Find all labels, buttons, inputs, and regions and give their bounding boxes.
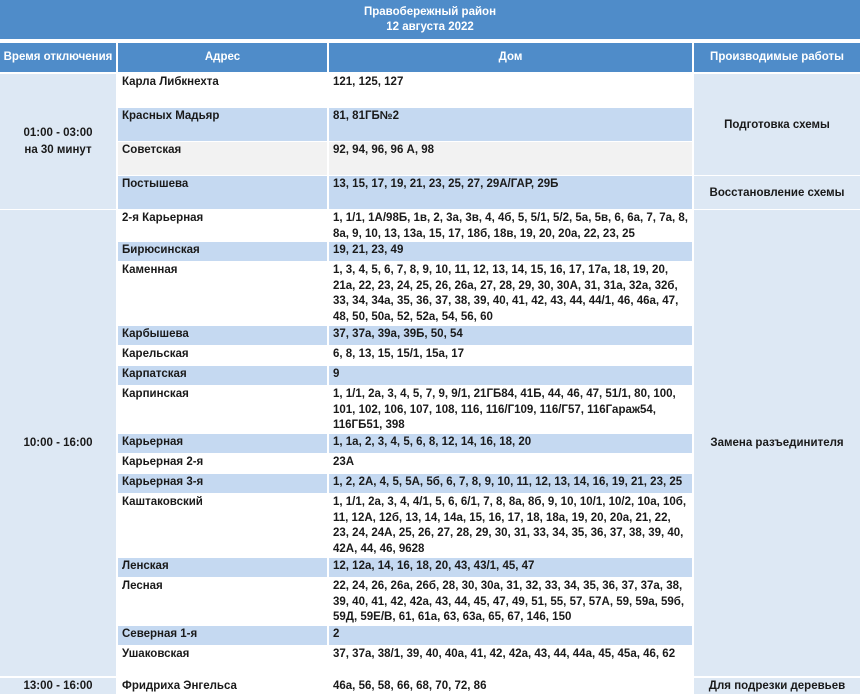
- street-cell: Ушаковская: [118, 646, 327, 677]
- house-cell: 12, 12а, 14, 16, 18, 20, 43, 43/1, 45, 47: [329, 558, 692, 577]
- street-cell: Карпинская: [118, 386, 327, 433]
- street-cell: 2-я Карьерная: [118, 210, 327, 241]
- street-cell: Карла Либкнехта: [118, 74, 327, 107]
- street-cell: Бирюсинская: [118, 242, 327, 261]
- house-cell: 37, 37а, 38/1, 39, 40, 40а, 41, 42, 42а, 43, 44, 44а, 45, 45а, 46, 62: [329, 646, 692, 677]
- column-header-works: Производимые работы: [694, 43, 860, 72]
- house-cell: 22, 24, 26, 26а, 26б, 28, 30, 30а, 31, 32, 33, 34, 35, 36, 37, 37а, 38, 39, 40, 41, 42, 42а, 43, 44, 45, 47, 49, 51, 55, 57, 57А, 59, 59а, 59б, 59Д, 59Е/В, 61, 61а, 63, 63а, 65, 67, 146, 150: [329, 578, 692, 625]
- street-cell: Каменная: [118, 262, 327, 325]
- time-text: 10:00 - 16:00: [23, 436, 93, 449]
- street-cell: Советская: [118, 142, 327, 175]
- street-cell: Карьерная 3-я: [118, 474, 327, 493]
- street-cell: Красных Мадьяр: [118, 108, 327, 141]
- column-header-address: Адрес: [118, 43, 327, 72]
- house-cell: 9: [329, 366, 692, 385]
- date-title: 12 августа 2022: [386, 21, 474, 33]
- street-cell: Карьерная: [118, 434, 327, 453]
- street-cell: Карельская: [118, 346, 327, 365]
- house-cell: 13, 15, 17, 19, 21, 23, 25, 27, 29А/ГАР, 29Б: [329, 176, 692, 209]
- street-cell: Фридриха Энгельса: [118, 678, 327, 694]
- street-cell: Северная 1-я: [118, 626, 327, 645]
- column-header-house: Дом: [329, 43, 692, 72]
- time-cell: [0, 210, 116, 676]
- works-cell: Замена разъединителя: [694, 210, 860, 676]
- house-cell: 1, 1/1, 2а, 3, 4, 5, 7, 9, 9/1, 21ГБ84, 41Б, 44, 46, 47, 51/1, 80, 100, 101, 102, 106, 107, 108, 116, 116/Г109, 116/Г57, 116Гараж54, 116ГБ51, 398: [329, 386, 692, 433]
- district-title: Правобережный район: [363, 6, 497, 18]
- street-cell: Карпатская: [118, 366, 327, 385]
- time-cell: [0, 678, 116, 694]
- street-cell: Ленская: [118, 558, 327, 577]
- street-cell: Карбышева: [118, 326, 327, 345]
- house-cell: 23А: [329, 454, 692, 473]
- table-title: [0, 0, 860, 41]
- house-cell: 121, 125, 127: [329, 74, 692, 107]
- column-header-time: Время отключения: [0, 43, 116, 72]
- time-text: 13:00 - 16:00: [23, 679, 93, 692]
- house-cell: 6, 8, 13, 15, 15/1, 15а, 17: [329, 346, 692, 365]
- time-cell: [0, 74, 116, 209]
- house-cell: 2: [329, 626, 692, 645]
- street-cell: Карьерная 2-я: [118, 454, 327, 473]
- street-cell: Постышева: [118, 176, 327, 209]
- house-cell: 81, 81ГБ№2: [329, 108, 692, 141]
- house-cell: 19, 21, 23, 49: [329, 242, 692, 261]
- house-cell: 1, 1/1, 2а, 3, 4, 4/1, 5, 6, 6/1, 7, 8, 8а, 8б, 9, 10, 10/1, 10/2, 10а, 10б, 11, 12А, 12б, 13, 14, 14а, 15, 16, 17, 18, 18а, 19, 20, 20а, 21, 22, 23, 24, 24А, 25, 26, 27, 28, 29, 30, 31, 33, 34, 35, 36, 37, 38, 39, 40, 42А, 44, 46, 9628: [329, 494, 692, 557]
- house-cell: 1, 2, 2А, 4, 5, 5А, 5б, 6, 7, 8, 9, 10, 11, 12, 13, 14, 16, 19, 21, 23, 25: [329, 474, 692, 493]
- house-cell: 1, 1а, 2, 3, 4, 5, 6, 8, 12, 14, 16, 18, 20: [329, 434, 692, 453]
- time-text: 01:00 - 03:00 на 30 минут: [23, 126, 93, 156]
- works-cell: Восстановление схемы: [694, 176, 860, 209]
- street-cell: Лесная: [118, 578, 327, 625]
- house-cell: 1, 3, 4, 5, 6, 7, 8, 9, 10, 11, 12, 13, 14, 15, 16, 17, 17а, 18, 19, 20, 21а, 22, 23, 24, 25, 26, 26а, 27, 28, 29, 30, 30А, 31, 31а, 32а, 32б, 33, 34, 34а, 35, 36, 37, 38, 39, 40, 41, 42, 43, 44, 44/1, 46, 46а, 47, 48, 50, 50а, 52, 52а, 54, 56, 60: [329, 262, 692, 325]
- house-cell: 37, 37а, 39а, 39Б, 50, 54: [329, 326, 692, 345]
- works-cell: Для подрезки деревьев: [694, 678, 860, 694]
- house-cell: 46а, 56, 58, 66, 68, 70, 72, 86: [329, 678, 692, 694]
- works-cell: Подготовка схемы: [694, 74, 860, 175]
- street-cell: Каштаковский: [118, 494, 327, 557]
- house-cell: 92, 94, 96, 96 А, 98: [329, 142, 692, 175]
- house-cell: 1, 1/1, 1А/98Б, 1в, 2, 3а, 3в, 4, 4б, 5, 5/1, 5/2, 5а, 5в, 6, 6а, 7, 7а, 8, 8а, 9, 10, 13, 13а, 15, 17, 18б, 18в, 19, 20, 20а, 22, 23, 25: [329, 210, 692, 241]
